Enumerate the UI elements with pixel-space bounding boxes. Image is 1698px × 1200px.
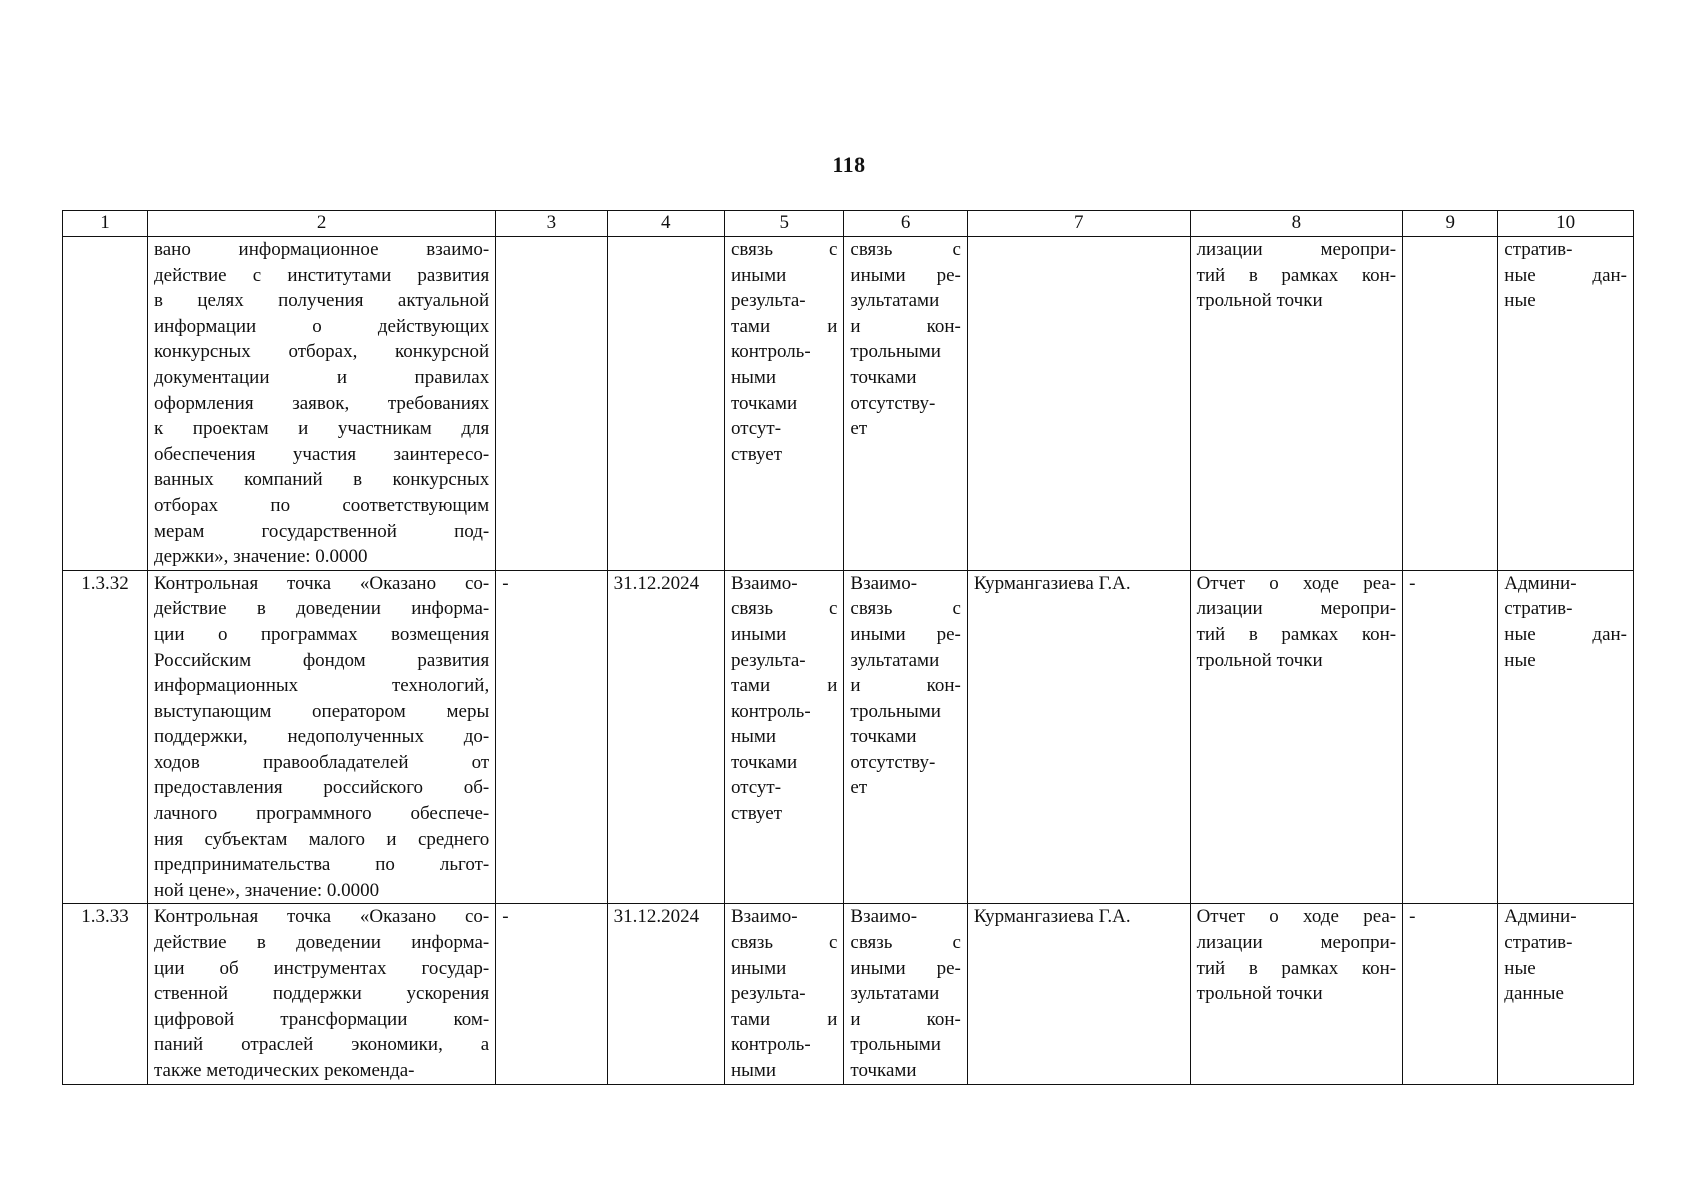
cell-line: ет xyxy=(850,777,868,799)
cell-line: ные дан- xyxy=(1504,623,1627,645)
table-row xyxy=(63,570,1634,904)
header-cell: 8 xyxy=(1190,211,1403,237)
cell-line: действие в доведении информа- xyxy=(154,932,490,954)
cell-line: отсут- xyxy=(730,777,782,799)
cell-line: ствует xyxy=(730,803,783,825)
table-cell-num xyxy=(63,904,148,1084)
cell-line: связь с xyxy=(850,239,961,260)
table-cell-col9 xyxy=(1403,237,1498,571)
table-cell-col6 xyxy=(844,237,967,571)
header-cell: 3 xyxy=(496,211,607,237)
cell-text: - xyxy=(502,906,509,928)
cell-line: Российским фондом развития xyxy=(154,649,490,671)
header-cell: 10 xyxy=(1498,211,1634,237)
table-cell-col6 xyxy=(844,570,967,904)
cell-line: ными xyxy=(730,1060,777,1081)
cell-line: оформления заявок, требованиях xyxy=(154,392,490,414)
cell-line: тами и xyxy=(730,1008,838,1030)
cell-line: результа- xyxy=(730,649,806,671)
table-cell-col3 xyxy=(496,904,607,1084)
header-cell: 1 xyxy=(63,211,148,237)
cell-line: точками xyxy=(850,726,917,748)
table-cell-col8 xyxy=(1190,570,1403,904)
table-cell-col7 xyxy=(967,570,1190,904)
table-cell-col10 xyxy=(1498,237,1634,571)
page-number: 118 xyxy=(832,152,866,177)
table-cell-col8 xyxy=(1190,237,1403,571)
cell-line: иными ре- xyxy=(850,264,961,286)
cell-text: 31.12.2024 xyxy=(613,572,700,594)
cell-line: предоставления российского об- xyxy=(154,777,490,799)
cell-line: результа- xyxy=(730,290,806,312)
cell-line: ции о программах возмещения xyxy=(154,623,490,645)
cell-line: трольными xyxy=(850,1034,941,1056)
table-cell-col4 xyxy=(607,904,724,1084)
cell-line: иными xyxy=(730,264,787,286)
cell-line: мерам государственной под- xyxy=(154,520,490,542)
header-cell: 6 xyxy=(844,211,967,237)
cell-line: информационных технологий, xyxy=(154,675,490,697)
cell-line: точками xyxy=(730,751,798,773)
cell-text: 1.3.32 xyxy=(81,572,129,594)
table-row xyxy=(63,237,1634,571)
cell-line: ния субъектам малого и среднего xyxy=(154,828,490,850)
cell-line: Взаимо- xyxy=(730,906,798,928)
cell-line: Контрольная точка «Оказано со- xyxy=(154,906,490,928)
cell-text: - xyxy=(1409,906,1416,928)
cell-line: данные xyxy=(1504,983,1564,1005)
cell-line: цифровой трансформации ком- xyxy=(154,1008,490,1030)
table-cell-num xyxy=(63,570,148,904)
cell-line: ные xyxy=(1504,957,1536,979)
cell-line: ет xyxy=(850,418,868,440)
cell-line: ствует xyxy=(730,443,783,465)
cell-line: Админи- xyxy=(1504,572,1577,594)
cell-line: документации и правилах xyxy=(154,366,490,388)
table-cell-col8 xyxy=(1190,904,1403,1084)
cell-line: лизации меропри- xyxy=(1196,932,1397,954)
cell-line: и кон- xyxy=(850,1008,961,1030)
cell-line: ции об инструментах государ- xyxy=(154,957,490,979)
header-cell: 2 xyxy=(148,211,496,237)
cell-line: трольной точки xyxy=(1196,649,1323,671)
cell-line: зультатами xyxy=(850,649,940,671)
control-points-table xyxy=(62,210,1634,1085)
table-cell-col7 xyxy=(967,904,1190,1084)
table-cell-col7 xyxy=(967,237,1190,571)
cell-line: Взаимо- xyxy=(730,572,798,594)
cell-line: трольной точки xyxy=(1196,983,1323,1005)
cell-line: тами и xyxy=(730,315,838,337)
cell-line: лизации меропри- xyxy=(1196,239,1397,260)
table-cell-col3 xyxy=(496,237,607,571)
cell-line: Отчет о ходе реа- xyxy=(1196,906,1397,928)
cell-line: ные xyxy=(1504,649,1536,671)
table-row xyxy=(63,904,1634,1084)
cell-line: трольными xyxy=(850,700,941,722)
cell-line: иными ре- xyxy=(850,957,961,979)
cell-text: - xyxy=(502,572,509,594)
cell-text: 31.12.2024 xyxy=(613,906,700,928)
cell-line: ными xyxy=(730,726,777,748)
cell-line: действие в доведении информа- xyxy=(154,598,490,620)
cell-line: лизации меропри- xyxy=(1196,598,1397,620)
cell-line: ванных компаний в конкурсных xyxy=(154,469,490,491)
cell-line: ные дан- xyxy=(1504,264,1627,286)
cell-line: отборах по соответствующим xyxy=(154,494,490,516)
cell-line: связь с xyxy=(850,598,961,620)
cell-line: обеспечения участия заинтересо- xyxy=(154,443,490,465)
cell-line: отсут- xyxy=(730,418,782,440)
table-cell-col4 xyxy=(607,237,724,571)
table-cell-col2 xyxy=(148,904,496,1084)
cell-line: Админи- xyxy=(1504,906,1577,928)
table-cell-col4 xyxy=(607,570,724,904)
cell-line: связь с xyxy=(730,932,838,954)
cell-line: точками xyxy=(850,1060,917,1081)
cell-line: связь с xyxy=(730,239,838,260)
cell-line: ходов правообладателей от xyxy=(154,751,490,773)
cell-line: связь с xyxy=(850,932,961,954)
cell-line: ственной поддержки ускорения xyxy=(154,983,490,1005)
cell-line: точками xyxy=(850,366,917,388)
table-cell-col6 xyxy=(844,904,967,1084)
cell-line: паний отраслей экономики, а xyxy=(154,1034,490,1056)
cell-line: стратив- xyxy=(1504,932,1573,954)
header-cell: 5 xyxy=(724,211,843,237)
cell-line: в целях получения актуальной xyxy=(154,290,490,312)
cell-line: трольной точки xyxy=(1196,290,1323,312)
cell-line: также методических рекоменда- xyxy=(154,1060,415,1081)
cell-line: зультатами xyxy=(850,983,940,1005)
cell-line: стратив- xyxy=(1504,598,1573,620)
table-cell-col5 xyxy=(724,570,843,904)
cell-line: тий в рамках кон- xyxy=(1196,957,1397,979)
cell-line: выступающим оператором меры xyxy=(154,700,490,722)
cell-line: отсутству- xyxy=(850,751,936,773)
cell-line: вано информационное взаимо- xyxy=(154,239,490,260)
cell-line: ные xyxy=(1504,290,1536,312)
cell-line: трольными xyxy=(850,341,941,363)
table-cell-col3 xyxy=(496,570,607,904)
cell-line: ной цене», значение: 0.0000 xyxy=(154,879,380,901)
cell-text: - xyxy=(1409,572,1416,594)
table-cell-col5 xyxy=(724,237,843,571)
cell-text: Курмангазиева Г.А. xyxy=(973,572,1131,594)
cell-line: держки», значение: 0.0000 xyxy=(154,546,368,568)
cell-text: 1.3.33 xyxy=(81,906,129,928)
cell-line: Контрольная точка «Оказано со- xyxy=(154,572,490,594)
cell-line: тий в рамках кон- xyxy=(1196,264,1397,286)
table-cell-col2 xyxy=(148,570,496,904)
cell-line: Взаимо- xyxy=(850,906,918,928)
table-cell-col9 xyxy=(1403,904,1498,1084)
cell-line: к проектам и участникам для xyxy=(154,418,490,440)
cell-line: ными xyxy=(730,366,777,388)
table-cell-col5 xyxy=(724,904,843,1084)
cell-line: поддержки, недополученных до- xyxy=(154,726,490,748)
cell-line: лачного программного обеспече- xyxy=(154,803,490,825)
cell-line: иными ре- xyxy=(850,623,961,645)
cell-line: зультатами xyxy=(850,290,940,312)
cell-line: тами и xyxy=(730,675,838,697)
cell-line: результа- xyxy=(730,983,806,1005)
cell-line: Взаимо- xyxy=(850,572,918,594)
header-cell: 4 xyxy=(607,211,724,237)
cell-line: Отчет о ходе реа- xyxy=(1196,572,1397,594)
table-cell-col9 xyxy=(1403,570,1498,904)
cell-line: отсутству- xyxy=(850,392,936,414)
cell-line: тий в рамках кон- xyxy=(1196,623,1397,645)
cell-line: иными xyxy=(730,957,787,979)
table-cell-col10 xyxy=(1498,570,1634,904)
cell-line: информации о действующих xyxy=(154,315,490,337)
cell-line: предпринимательства по льгот- xyxy=(154,854,490,876)
cell-line: конкурсных отборах, конкурсной xyxy=(154,341,490,363)
header-row xyxy=(63,211,1634,237)
cell-text: Курмангазиева Г.А. xyxy=(973,906,1131,928)
cell-line: контроль- xyxy=(730,700,811,722)
cell-line: и кон- xyxy=(850,315,961,337)
cell-line: связь с xyxy=(730,598,838,620)
cell-line: действие с институтами развития xyxy=(154,264,490,286)
cell-line: контроль- xyxy=(730,341,811,363)
header-cell: 7 xyxy=(967,211,1190,237)
cell-line: и кон- xyxy=(850,675,961,697)
cell-line: контроль- xyxy=(730,1034,811,1056)
table-cell-col10 xyxy=(1498,904,1634,1084)
table-cell-col2 xyxy=(148,237,496,571)
cell-line: иными xyxy=(730,623,787,645)
cell-line: точками xyxy=(730,392,798,414)
header-cell: 9 xyxy=(1403,211,1498,237)
cell-line: стратив- xyxy=(1504,239,1573,260)
table-cell-num xyxy=(63,237,148,571)
